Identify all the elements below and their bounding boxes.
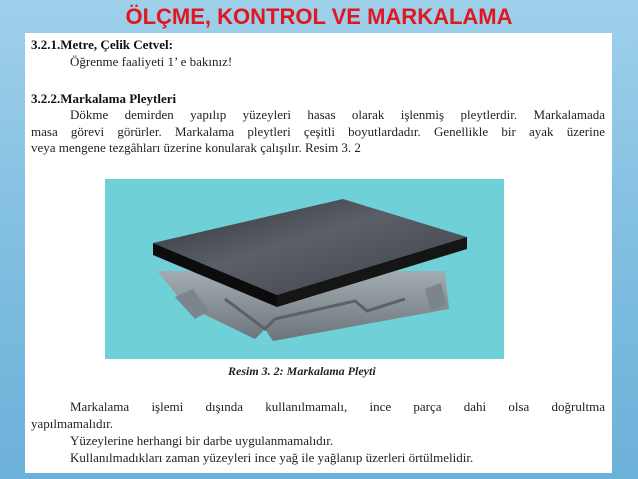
document-page	[25, 33, 612, 473]
paragraph-line-3: veya mengene tezgâhları üzerine konularak çalışılır. Resim 3. 2	[31, 140, 361, 155]
note-line-2: Yüzeylerine herhangi bir darbe uygulanmamalıdır.	[70, 433, 334, 448]
slide-title: ÖLÇME, KONTROL VE MARKALAMA	[125, 4, 513, 29]
note-line-3: Kullanılmadıkları zaman yüzeyleri ince yağ ile yağlanıp üzerleri örtülmelidir.	[70, 450, 474, 465]
paragraph-line-2: masa görevi görürler. Markalama pleytleri çeşitli boyutlardadır. Genellikle bir ayak üzerine	[31, 124, 605, 139]
paragraph-line-1: Dökme demirden yapılıp yüzeyleri hasas olarak işlenmiş pleytlerdir. Markalamada	[70, 107, 605, 122]
section-heading-metre: 3.2.1.Metre, Çelik Cetvel:	[31, 37, 173, 52]
marking-plate-figure	[105, 179, 504, 359]
marking-plate-image	[105, 179, 504, 359]
note-line-1b: yapılmamalıdır.	[31, 416, 113, 431]
figure-caption: Resim 3. 2: Markalama Pleyti	[228, 364, 376, 378]
note-line-1a: Markalama işlemi dışında kullanılmamalı, ince parça dahi olsa doğrultma	[70, 399, 605, 414]
section-text-metre: Öğrenme faaliyeti 1’ e bakınız!	[70, 54, 233, 69]
section-heading-pleyt: 3.2.2.Markalama Pleytleri	[31, 91, 177, 106]
